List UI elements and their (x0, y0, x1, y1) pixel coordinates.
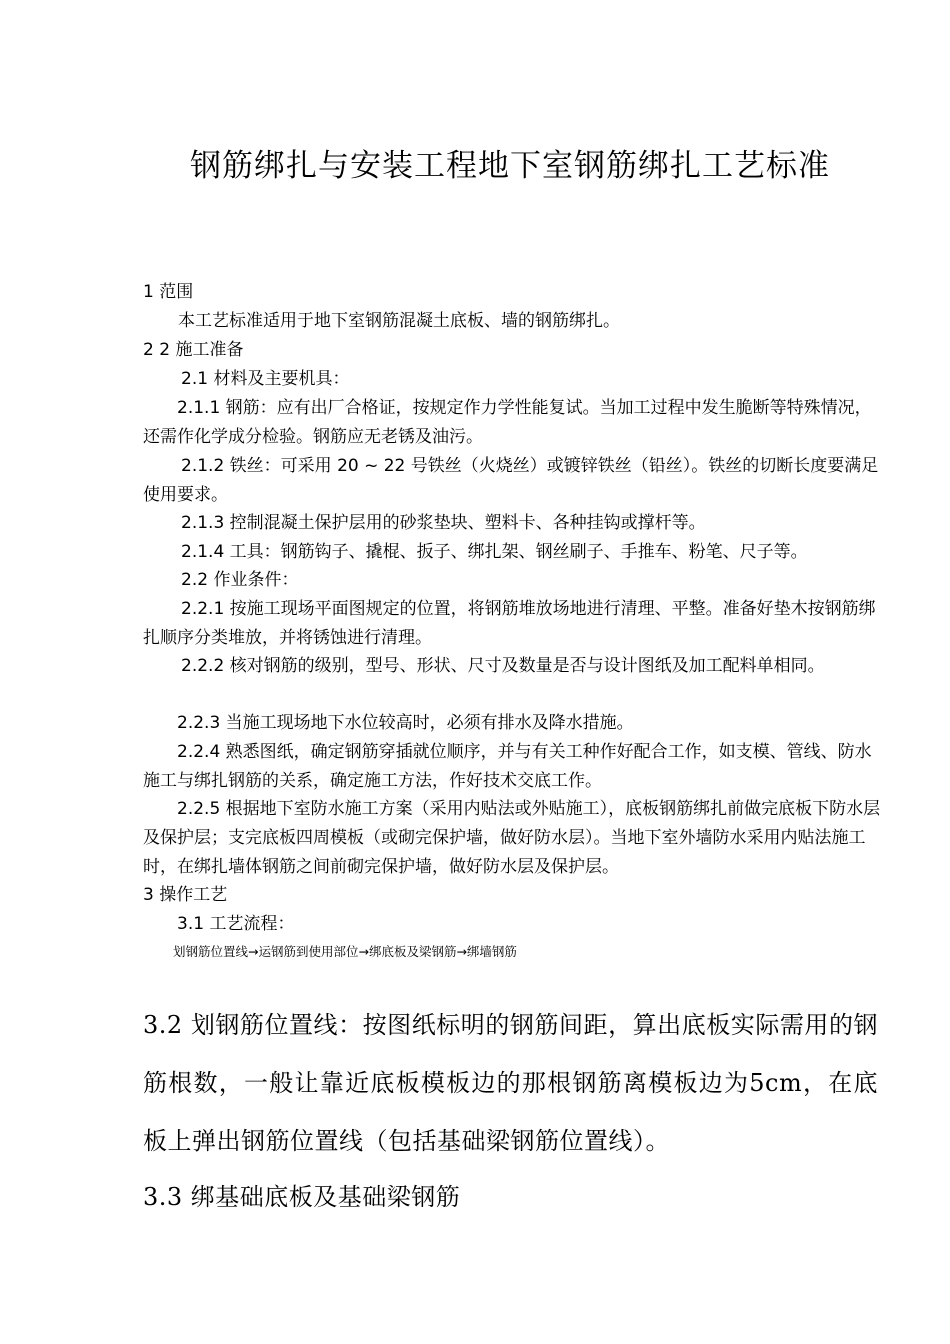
section-1-text: 本工艺标准适用于地下室钢筋混凝土底板、墙的钢筋绑扎。 (178, 311, 620, 331)
section-1-heading: 1 范围 (143, 282, 194, 302)
document-title: 钢筋绑扎与安装工程地下室钢筋绑扎工艺标准 (190, 148, 830, 184)
section-3-3: 3.3 绑基础底板及基础梁钢筋 (143, 1183, 461, 1211)
section-2-2: 2.2 作业条件： (181, 570, 299, 590)
section-2-2-2: 2.2.2 核对钢筋的级别，型号、形状、尺寸及数量是否与设计图纸及加工配料单相同。 (181, 656, 825, 676)
section-2-2-4: 2.2.4 熟悉图纸，确定钢筋穿插就位顺序，并与有关工种作好配合工作，如支模、管线、防水施工与绑扎钢筋的关系，确定施工方法，作好技术交底工作。 (143, 742, 872, 791)
section-2-2-1: 2.2.1 按施工现场平面图规定的位置，将钢筋堆放场地进行清理、平整。准备好垫木按钢筋绑扎顺序分类堆放，并将锈蚀进行清理。 (143, 599, 876, 648)
section-2-2-3: 2.2.3 当施工现场地下水位较高时，必须有排水及降水措施。 (177, 713, 634, 733)
section-3-heading: 3 操作工艺 (143, 885, 228, 905)
section-2-2-5: 2.2.5 根据地下室防水施工方案（采用内贴法或外贴施工），底板钢筋绑扎前做完底板下防水层及保护层；支完底板四周模板（或砌完保护墙，做好防水层）。当地下室外墙防水采用内贴法施工时，在绑扎墙体钢筋之间前砌完保护墙，做好防水层及保护层。 (143, 799, 881, 877)
section-2-1-1: 2.1.1 钢筋：应有出厂合格证，按规定作力学性能复试。当加工过程中发生脆断等特殊情况，还需作化学成分检验。钢筋应无老锈及油污。 (143, 398, 872, 447)
section-3-2: 3.2 划钢筋位置线：按图纸标明的钢筋间距，算出底板实际需用的钢筋根数，一般让靠近底板模板边的那根钢筋离模板边为5cm，在底板上弹出钢筋位置线（包括基础梁钢筋位置线）。 (143, 1011, 878, 1155)
section-2-1-3: 2.1.3 控制混凝土保护层用的砂浆垫块、塑料卡、各种挂钩或撑杆等。 (181, 513, 706, 533)
section-2-1: 2.1 材料及主要机具： (181, 369, 350, 389)
section-2-1-2: 2.1.2 铁丝：可采用 20 ~ 22 号铁丝（火烧丝）或镀锌铁丝（铅丝）。铁丝的切断长度要满足使用要求。 (143, 456, 879, 505)
section-2-1-4: 2.1.4 工具：钢筋钩子、撬棍、扳子、绑扎架、钢丝刷子、手推车、粉笔、尺子等。 (181, 542, 808, 562)
section-3-1: 3.1 工艺流程： (177, 914, 295, 934)
process-flow: 划钢筋位置线→运钢筋到使用部位→绑底板及梁钢筋→绑墙钢筋 (173, 944, 517, 959)
section-2-heading: 2 2 施工准备 (143, 340, 244, 360)
